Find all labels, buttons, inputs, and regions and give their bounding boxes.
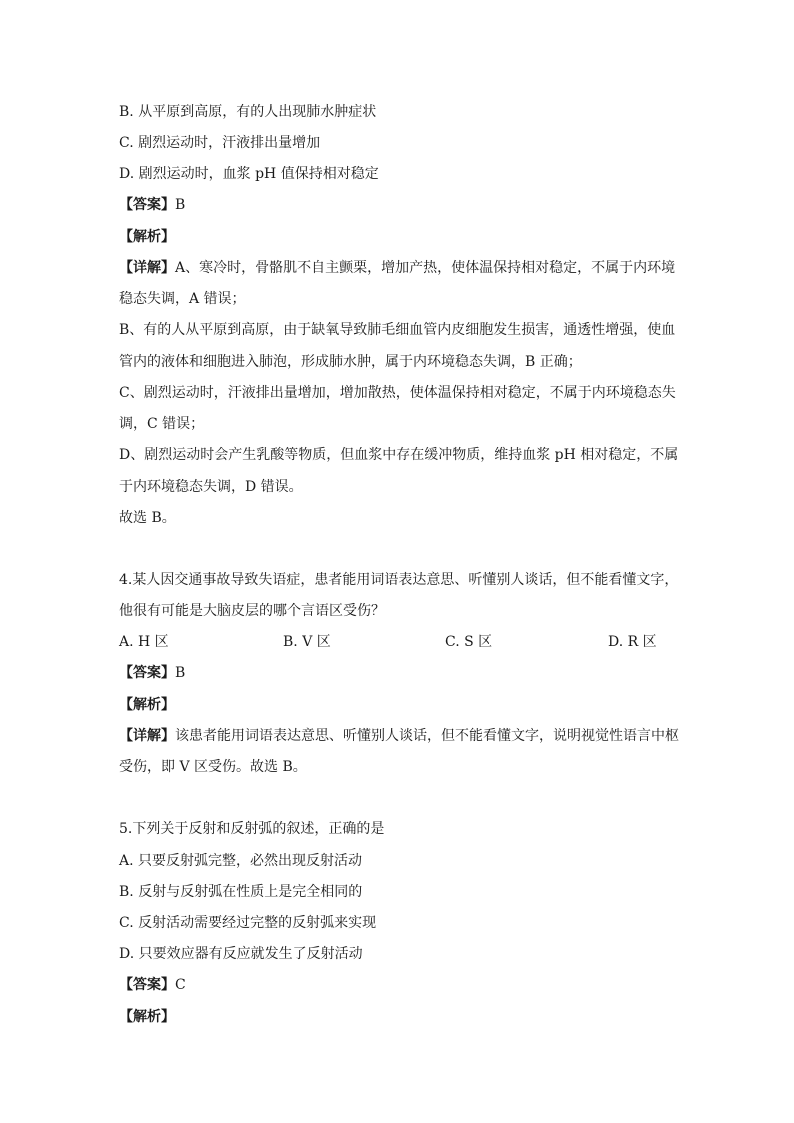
answer-label: 【答案】: [119, 665, 175, 681]
q3-conclusion: 故选 B。: [119, 510, 176, 526]
q5-answer: [119, 975, 186, 995]
q3-analysis-label: 【解析】: [119, 229, 175, 245]
q3-detail-line-7: D、剧烈运动时会产生乳酸等物质，但血浆中存在缓冲物质，维持血浆 pH 相对稳定，不属: [119, 447, 679, 463]
q3-answer: [119, 195, 185, 215]
q4-answer: [119, 663, 185, 683]
q4-stem-line-1: 4.某人因交通事故导致失语症，患者能用词语表达意思、听懂别人谈话，但不能看懂文字，: [119, 572, 679, 588]
answer-value: B: [175, 665, 186, 681]
q3-detail-line-6: 调，C 错误；: [119, 416, 205, 432]
q3-detail-line-4: 管内的液体和细胞进入肺泡，形成肺水肿，属于内环境稳态失调，B 正确；: [119, 354, 582, 370]
q3-option-d: D. 剧烈运动时，血浆 pH 值保持相对稳定: [119, 166, 379, 182]
q4-stem-line-2: 他很有可能是大脑皮层的哪个言语区受伤？: [119, 603, 385, 619]
detail-text: 该患者能用词语表达意思、听懂别人谈话，但不能看懂文字，说明视觉性语言中枢: [175, 728, 679, 744]
answer-value: B: [175, 197, 186, 213]
q4-option-b: B. V 区: [283, 634, 331, 650]
q5-analysis-label: 【解析】: [119, 1009, 175, 1025]
q3-detail-line-1: [119, 258, 675, 278]
detail-label: 【详解】: [119, 260, 175, 276]
q5-option-d: D. 只要效应器有反应就发生了反射活动: [119, 946, 363, 962]
q5-option-b: B. 反射与反射弧在性质上是完全相同的: [119, 884, 363, 900]
q5-option-a: A. 只要反射弧完整，必然出现反射活动: [119, 853, 363, 869]
q4-analysis-label: 【解析】: [119, 697, 175, 713]
answer-label: 【答案】: [119, 197, 175, 213]
detail-label: 【详解】: [119, 728, 175, 744]
q4-option-c: C. S 区: [445, 634, 493, 650]
q5-option-c: C. 反射活动需要经过完整的反射弧来实现: [119, 915, 377, 931]
q3-detail-line-5: C、剧烈运动时，汗液排出量增加，增加散热，使体温保持相对稳定，不属于内环境稳态失: [119, 385, 676, 401]
q3-detail-line-3: B、有的人从平原到高原，由于缺氧导致肺毛细血管内皮细胞发生损害，通透性增强，使血: [119, 322, 676, 338]
detail-text: A、寒冷时，骨骼肌不自主颤栗，增加产热，使体温保持相对稳定，不属于内环境: [175, 260, 676, 276]
q3-option-b: B. 从平原到高原，有的人出现肺水肿症状: [119, 104, 377, 120]
q3-detail-line-8: 于内环境稳态失调，D 错误。: [119, 479, 303, 495]
q4-detail-line-1: [119, 726, 679, 746]
answer-value: C: [175, 977, 186, 993]
q4-option-d: D. R 区: [608, 634, 657, 650]
q3-option-c: C. 剧烈运动时，汗液排出量增加: [119, 135, 321, 151]
q3-detail-line-2: 稳态失调，A 错误；: [119, 291, 246, 307]
answer-label: 【答案】: [119, 977, 175, 993]
q4-detail-line-2: 受伤，即 V 区受伤。故选 B。: [119, 759, 307, 775]
q4-option-a: A. H 区: [119, 634, 169, 650]
q5-stem: 5.下列关于反射和反射弧的叙述，正确的是: [119, 821, 385, 837]
